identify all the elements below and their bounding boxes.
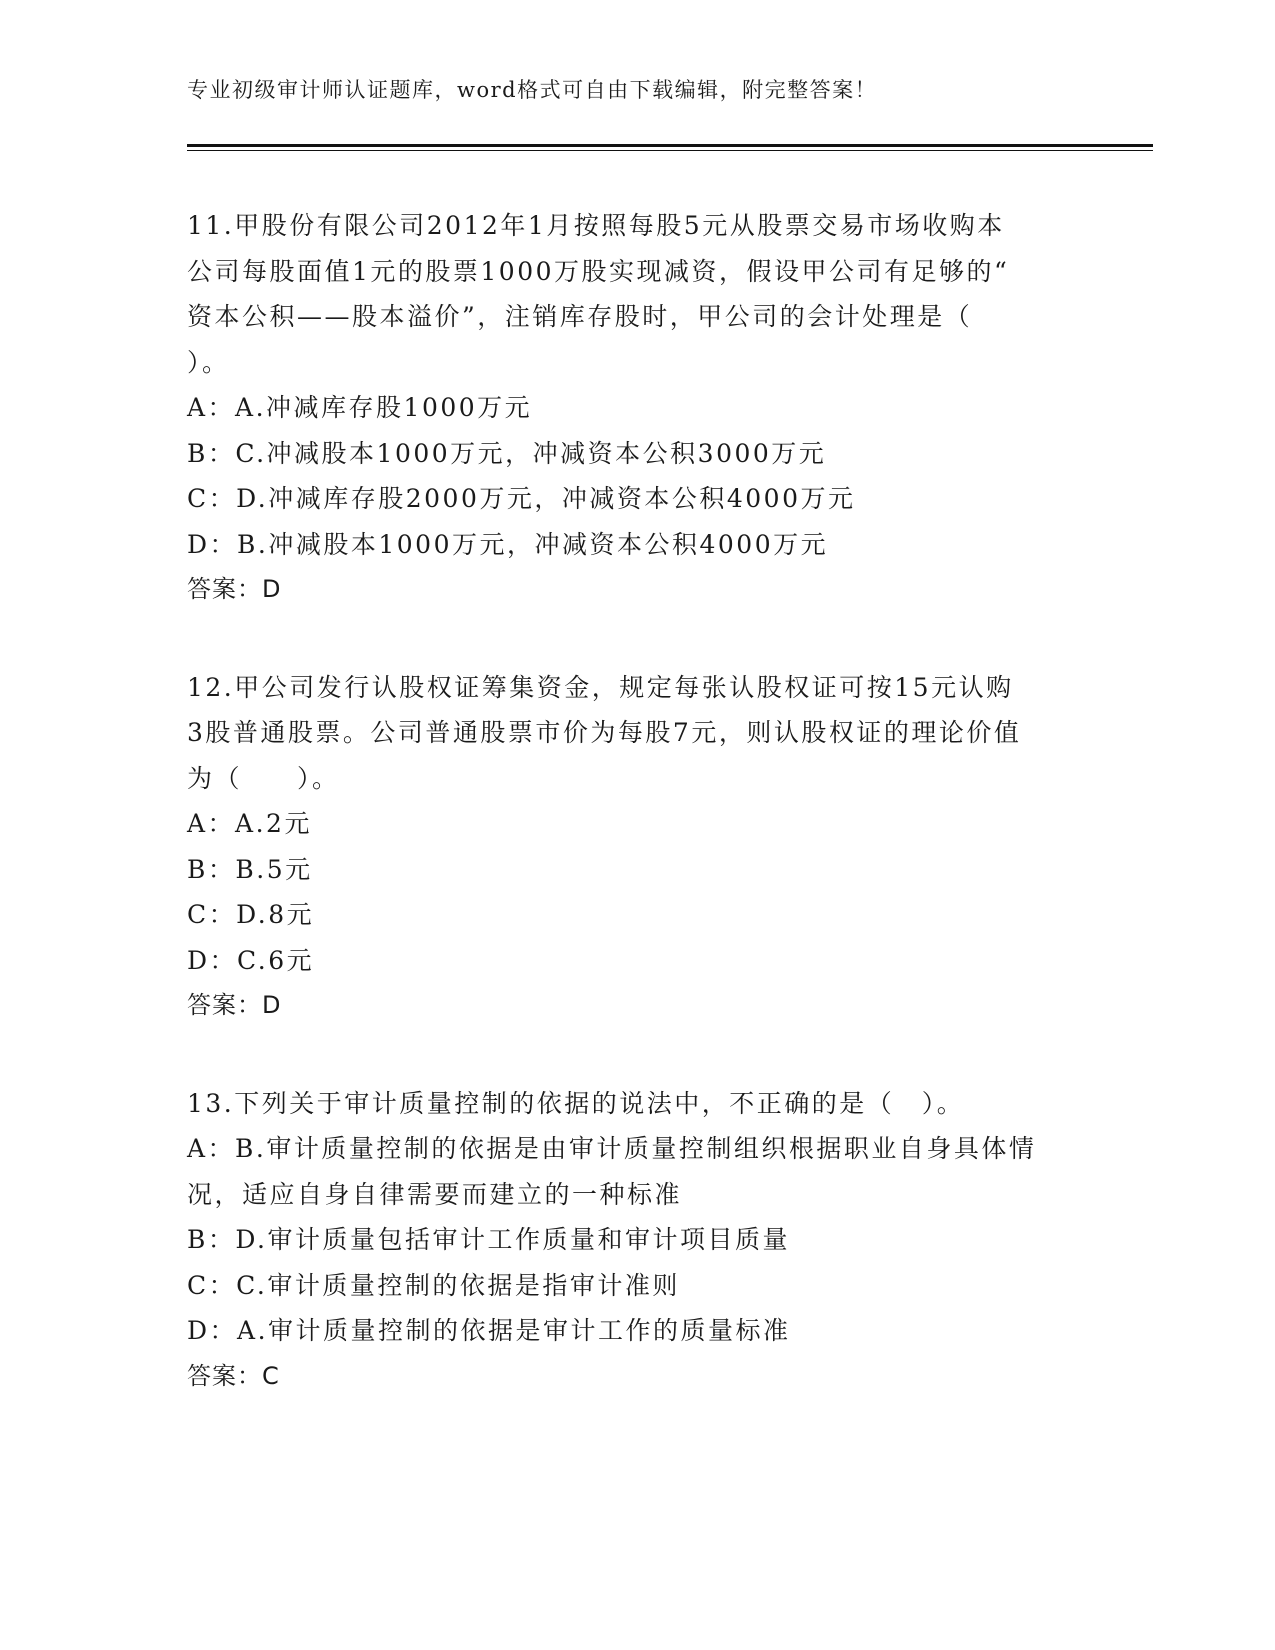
header-rule-thin	[187, 150, 1153, 151]
answer-label: 答案：C	[187, 1361, 280, 1390]
option-b: B：B.5元	[187, 854, 313, 884]
question-stem-line: 12.甲公司发行认股权证筹集资金，规定每张认股权证可按15元认购	[187, 672, 1014, 702]
question-11	[187, 203, 1087, 613]
option-c: C：D.冲减库存股2000万元，冲减资本公积4000万元	[187, 484, 856, 513]
option-a: A：B.审计质量控制的依据是由审计质量控制组织根据职业自身具体情	[187, 1134, 1037, 1163]
header-rule-thick	[187, 144, 1153, 147]
question-stem-line: 为（ ）。	[187, 763, 340, 793]
question-stem-line: 11.甲股份有限公司2012年1月按照每股5元从股票交易市场收购本	[187, 211, 1005, 240]
question-12	[187, 665, 1087, 1029]
option-d: D：C.6元	[187, 945, 315, 975]
option-d: D：B.冲减股本1000万元，冲减资本公积4000万元	[187, 529, 829, 559]
question-stem-line: 公司每股面值1元的股票1000万股实现减资，假设甲公司有足够的“	[187, 256, 1010, 286]
question-13	[187, 1081, 1087, 1400]
option-a: A：A.冲减库存股1000万元	[187, 393, 533, 422]
answer-label: 答案：D	[187, 991, 282, 1019]
option-c: C：C.审计质量控制的依据是指审计准则	[187, 1270, 680, 1300]
question-stem-line: ）。	[187, 347, 230, 377]
answer-label: 答案：D	[187, 575, 282, 603]
question-stem-line: 13.下列关于审计质量控制的依据的说法中，不正确的是（ ）。	[187, 1088, 965, 1118]
option-b: B：C.冲减股本1000万元，冲减资本公积3000万元	[187, 438, 827, 468]
option-a-continued: 况，适应自身自律需要而建立的一种标准	[187, 1179, 683, 1209]
option-a: A：A.2元	[187, 809, 312, 838]
question-stem-line: 资本公积——股本溢价”，注销库存股时，甲公司的会计处理是（	[187, 302, 973, 331]
page-header: 专业初级审计师认证题库，word格式可自由下载编辑，附完整答案！	[187, 78, 878, 102]
option-b: B：D.审计质量包括审计工作质量和审计项目质量	[187, 1225, 790, 1254]
option-d: D：A.审计质量控制的依据是审计工作的质量标准	[187, 1316, 791, 1345]
option-c: C：D.8元	[187, 900, 315, 929]
question-stem-line: 3股普通股票。公司普通股票市价为每股7元，则认股权证的理论价值	[187, 718, 1022, 747]
question-list	[187, 203, 1087, 1451]
